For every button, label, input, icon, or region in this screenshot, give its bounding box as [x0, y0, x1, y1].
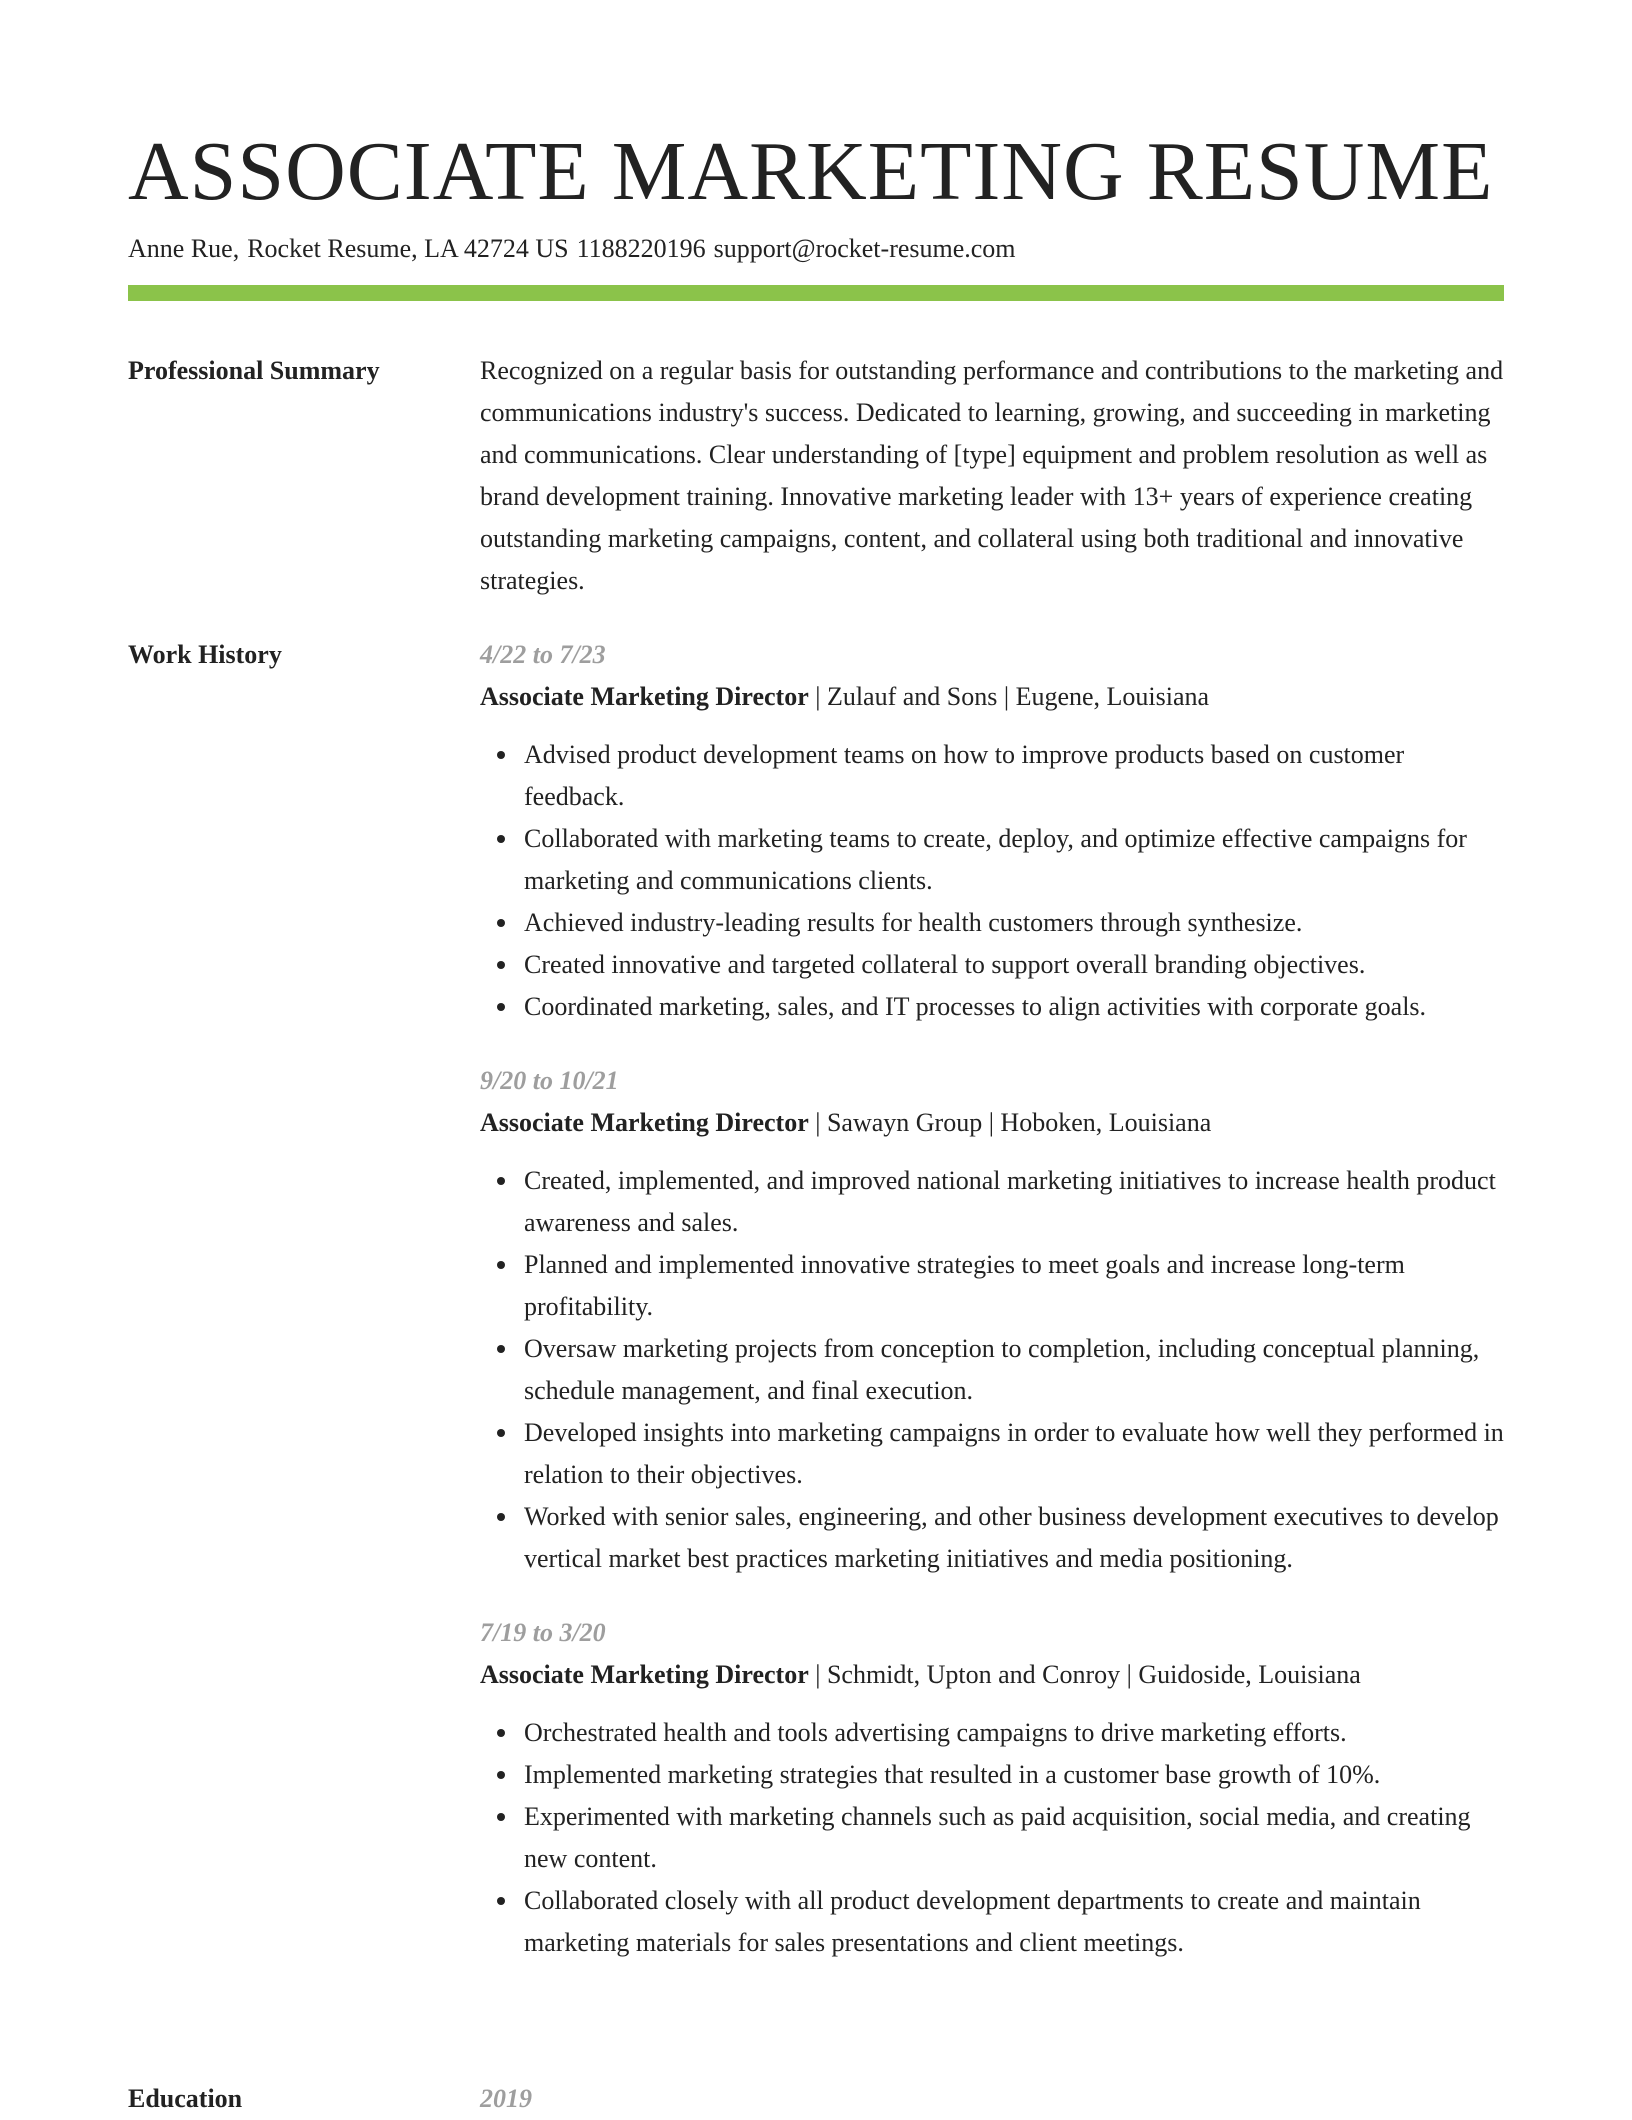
job-bullet: Advised product development teams on how to improve products based on customer feedback. [524, 734, 1504, 818]
summary-text: Recognized on a regular basis for outstanding performance and contributions to the marketing and communications industry's success. Dedicated to learning, growing, and succeeding in marketing and communications. Clear understanding of [type] equipment and problem resolution as well as brand development training. Innovative marketing leader with 13+ years of experience creating outstanding marketing campaigns, content, and collateral using both traditional and innovative strategies. [480, 356, 1504, 595]
summary-label: Professional Summary [128, 356, 380, 385]
summary-body [480, 350, 1504, 602]
work-history-body [480, 634, 1504, 1996]
work-history-label: Work History [128, 640, 282, 669]
job-title: Associate Marketing Director [480, 1660, 809, 1689]
job-details: | Schmidt, Upton and Conroy | Guidoside, Louisiana [808, 1660, 1361, 1689]
job-heading [480, 1102, 1504, 1144]
job-bullets [480, 1160, 1504, 1580]
job-bullet: Created innovative and targeted collateral to support overall branding objectives. [524, 944, 1504, 986]
job-bullet: Planned and implemented innovative strategies to meet goals and increase long-term profitability. [524, 1244, 1504, 1328]
job-bullet: Developed insights into marketing campaigns in order to evaluate how well they performed in relation to their objectives. [524, 1412, 1504, 1496]
education-label: Education [128, 2084, 243, 2113]
job-bullet: Collaborated closely with all product development departments to create and maintain marketing materials for sales presentations and client meetings. [524, 1880, 1504, 1964]
job-bullets [480, 734, 1504, 1028]
job-heading [480, 1654, 1504, 1696]
job-dates: 7/19 to 3/20 [480, 1618, 606, 1647]
job-bullet: Collaborated with marketing teams to create, deploy, and optimize effective campaigns for marketing and communications clients. [524, 818, 1504, 902]
contact-line [128, 232, 1016, 266]
contact-location: Rocket Resume, LA 42724 US [247, 234, 569, 263]
job-bullet: Coordinated marketing, sales, and IT processes to align activities with corporate goals. [524, 986, 1504, 1028]
job-bullet: Achieved industry-leading results for health customers through synthesize. [524, 902, 1504, 944]
contact-email: support@rocket-resume.com [713, 234, 1016, 263]
header-divider [128, 285, 1504, 301]
job-entry [480, 1060, 1504, 1580]
job-bullet: Worked with senior sales, engineering, and other business development executives to develop vertical market best practices marketing initiatives and media positioning. [524, 1496, 1504, 1580]
education-body [480, 2078, 1504, 2120]
page-title: ASSOCIATE MARKETING RESUME [128, 125, 1494, 218]
job-dates: 4/22 to 7/23 [480, 640, 606, 669]
job-entry [480, 634, 1504, 1028]
contact-name: Anne Rue, [128, 234, 240, 263]
education-dates: 2019 [480, 2084, 532, 2113]
job-entry [480, 1612, 1504, 1964]
job-details: | Sawayn Group | Hoboken, Louisiana [808, 1108, 1212, 1137]
job-bullets [480, 1712, 1504, 1964]
job-dates: 9/20 to 10/21 [480, 1066, 619, 1095]
job-details: | Zulauf and Sons | Eugene, Louisiana [808, 682, 1210, 711]
job-bullet: Created, implemented, and improved national marketing initiatives to increase health product awareness and sales. [524, 1160, 1504, 1244]
job-title: Associate Marketing Director [480, 682, 809, 711]
job-bullet: Oversaw marketing projects from conception to completion, including conceptual planning, schedule management, and final execution. [524, 1328, 1504, 1412]
contact-phone: 1188220196 [576, 234, 706, 263]
job-title: Associate Marketing Director [480, 1108, 809, 1137]
job-bullet: Experimented with marketing channels such as paid acquisition, social media, and creating new content. [524, 1796, 1504, 1880]
job-bullet: Implemented marketing strategies that resulted in a customer base growth of 10%. [524, 1754, 1504, 1796]
job-heading [480, 676, 1504, 718]
job-bullet: Orchestrated health and tools advertising campaigns to drive marketing efforts. [524, 1712, 1504, 1754]
